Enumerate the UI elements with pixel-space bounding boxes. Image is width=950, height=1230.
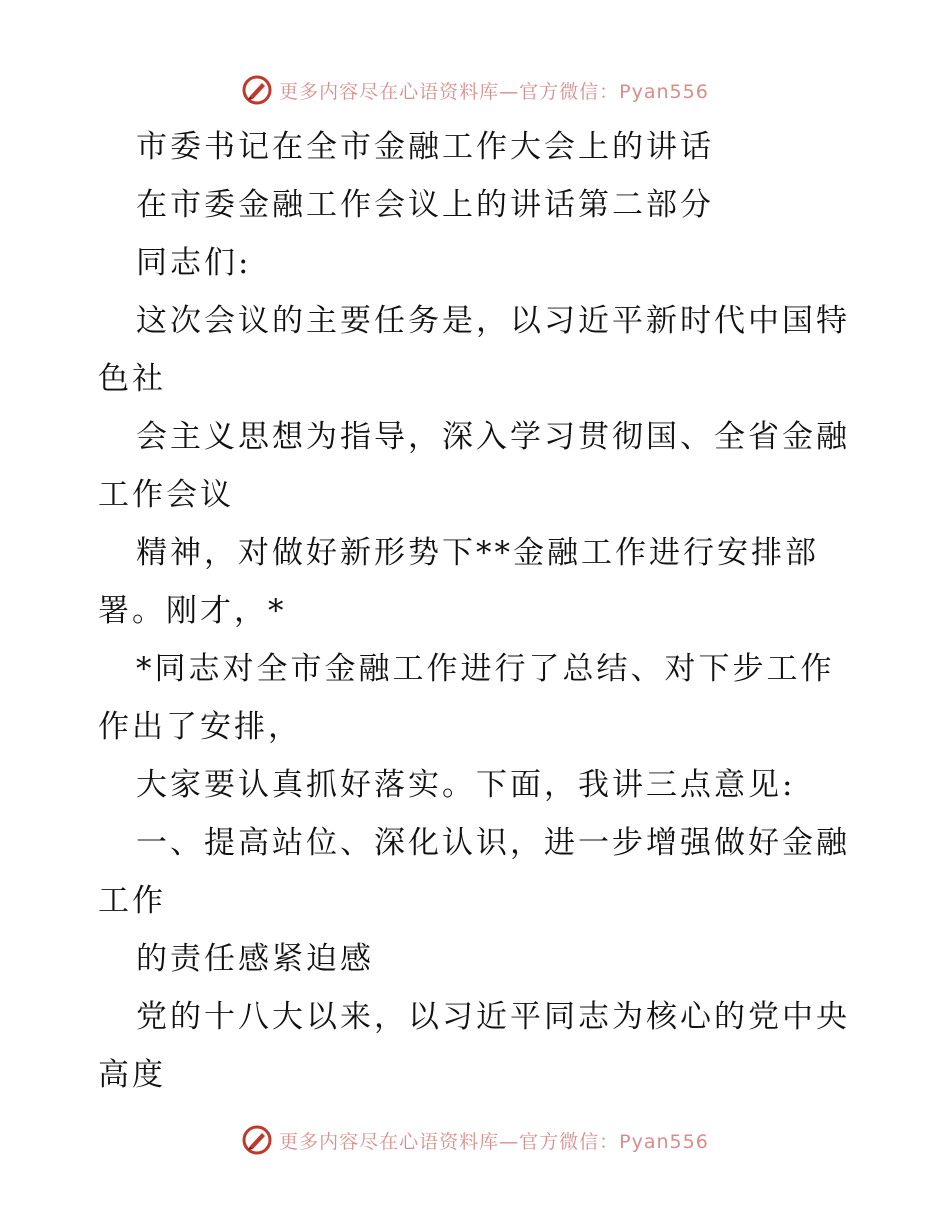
document-line: 这次会议的主要任务是，以习近平新时代中国特 bbox=[136, 303, 850, 339]
document-line: 的责任感紧迫感 bbox=[136, 941, 374, 977]
document-line: 署。刚才，* bbox=[98, 593, 287, 629]
document-line: 会主义思想为指导，深入学习贯彻国、全省金融 bbox=[136, 419, 850, 455]
document-line: 色社 bbox=[98, 361, 166, 397]
pen-logo-icon bbox=[241, 74, 273, 106]
document-line: 同志们: bbox=[136, 245, 252, 281]
document-line: 高度 bbox=[98, 1057, 166, 1093]
document-line: 大家要认真抓好落实。下面，我讲三点意见: bbox=[136, 767, 796, 803]
document-line: 党的十八大以来，以习近平同志为核心的党中央 bbox=[136, 999, 850, 1035]
document-line: 在市委金融工作会议上的讲话第二部分 bbox=[136, 187, 714, 223]
document-line: 精神，对做好新形势下**金融工作进行安排部 bbox=[136, 535, 819, 571]
watermark-text: 更多内容尽在心语资料库—官方微信：Pyan556 bbox=[279, 1130, 709, 1153]
footer-watermark bbox=[0, 1120, 950, 1160]
header-watermark bbox=[0, 70, 950, 110]
document-line: 市委书记在全市金融工作大会上的讲话 bbox=[136, 129, 714, 165]
document-line: 作出了安排， bbox=[98, 709, 302, 745]
document-line: 一、提高站位、深化认识，进一步增强做好金融 bbox=[136, 825, 850, 861]
document-line: *同志对全市金融工作进行了总结、对下步工作 bbox=[136, 651, 835, 687]
document-line: 工作 bbox=[98, 883, 166, 919]
pen-logo-icon bbox=[241, 1124, 273, 1156]
watermark-text: 更多内容尽在心语资料库—官方微信：Pyan556 bbox=[279, 80, 709, 103]
document-body bbox=[98, 118, 858, 1104]
document-line: 工作会议 bbox=[98, 477, 234, 513]
